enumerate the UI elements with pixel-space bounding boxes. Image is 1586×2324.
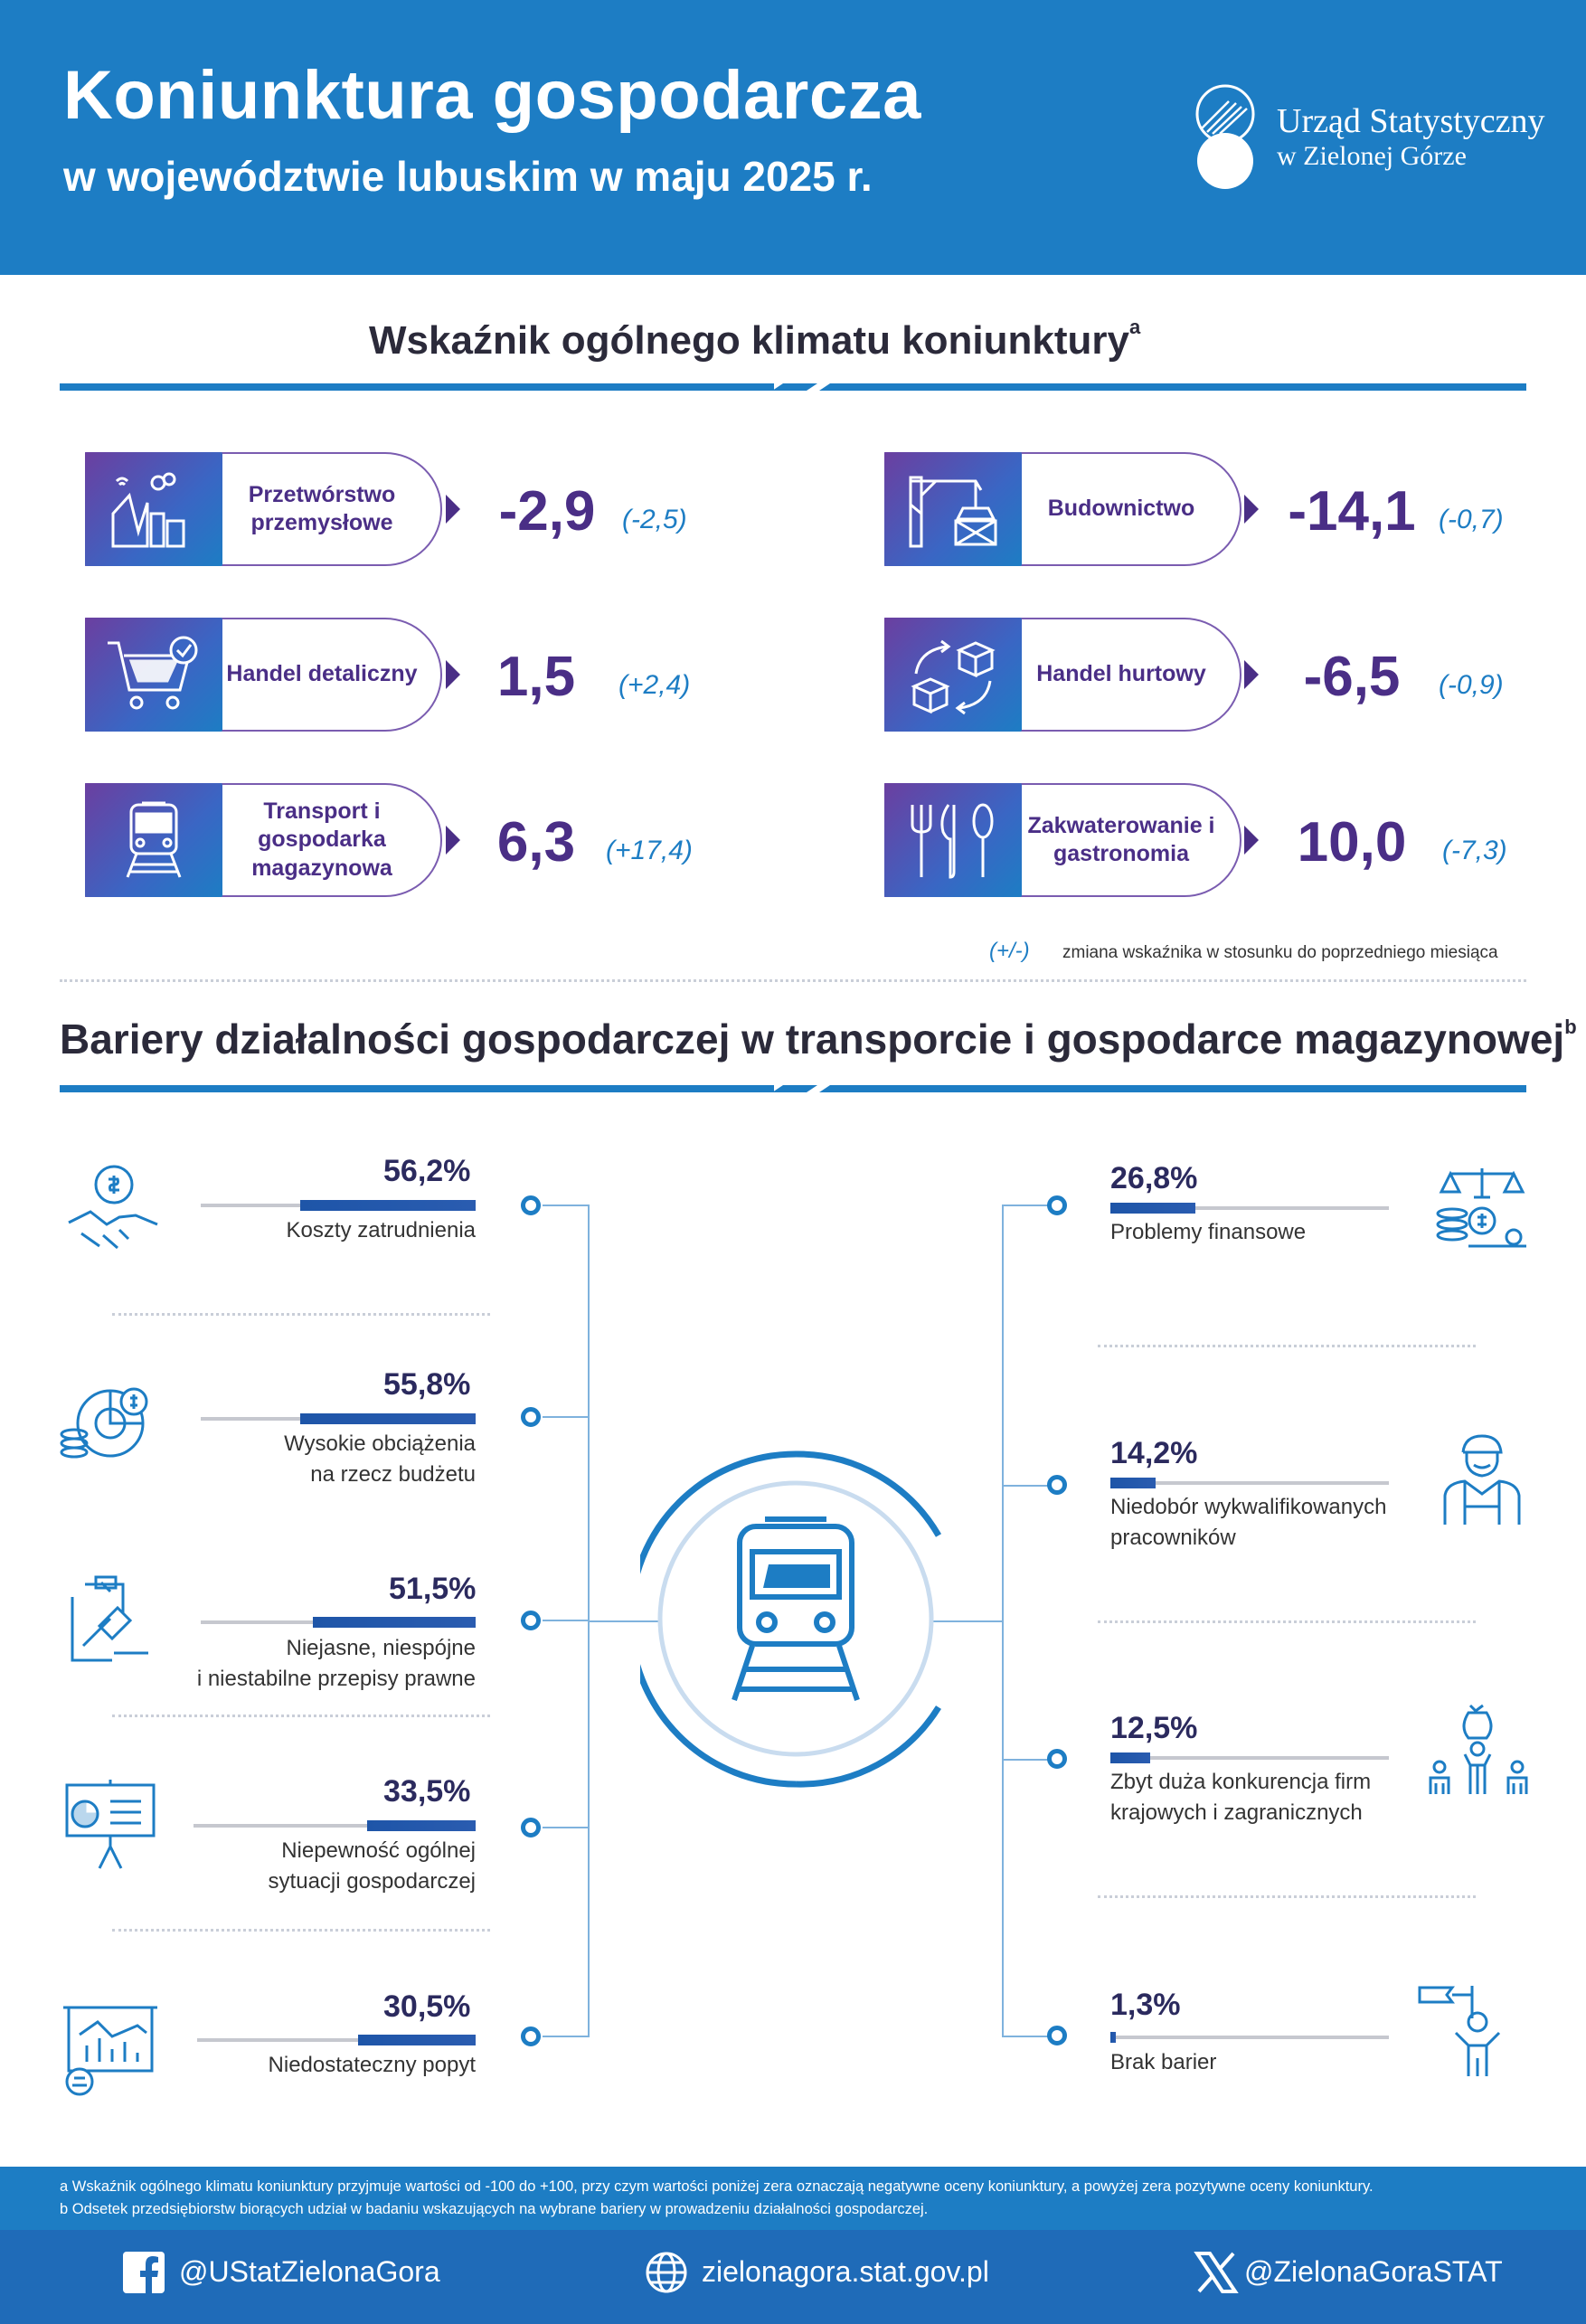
connector-node xyxy=(1047,1195,1067,1215)
barrier-percent: 14,2% xyxy=(1110,1436,1198,1470)
indicator-value: -6,5 xyxy=(1303,646,1401,708)
label-line: Niepewność ogólnej xyxy=(281,1838,476,1863)
indicator-card-wholesale xyxy=(884,618,1241,732)
x-logo-icon[interactable] xyxy=(1194,2250,1239,2295)
barrier-percent: 1,3% xyxy=(1110,1988,1181,2022)
separator xyxy=(112,1313,490,1316)
barrier-bar xyxy=(1110,2032,1116,2043)
shopping-cart-icon xyxy=(104,634,203,715)
barrier-percent: 56,2% xyxy=(383,1154,471,1188)
barrier-label xyxy=(197,1633,476,1694)
label-line: Koszty zatrudnienia xyxy=(286,1218,476,1242)
scales-coins-icon xyxy=(1432,1161,1532,1261)
train-icon-box xyxy=(85,783,222,897)
barrier-percent: 51,5% xyxy=(389,1572,477,1606)
connector-node xyxy=(521,1818,541,1837)
card-label: Budownictwo xyxy=(1047,496,1195,522)
climate-section-title xyxy=(369,318,1140,364)
boxes-exchange-icon-box xyxy=(884,618,1022,732)
legend-text: zmiana wskaźnika w stosunku do poprzedniego miesiąca xyxy=(1062,943,1498,962)
website-link[interactable]: zielonagora.stat.gov.pl xyxy=(702,2255,989,2288)
connector-node xyxy=(521,1195,541,1215)
factory-icon-box xyxy=(85,452,222,566)
barrier-bar xyxy=(300,1200,476,1211)
label-line: Niedostateczny popyt xyxy=(268,2053,476,2077)
barrier-bar xyxy=(300,1413,476,1424)
barrier-label xyxy=(1110,1217,1306,1248)
connector-node xyxy=(521,1611,541,1630)
barriers-section-title xyxy=(60,1015,1577,1063)
footnote-a: a Wskaźnik ogólnego klimatu koniunktury przyjmuje wartości od -100 do +100, przy czym wartości poniżej zera oznaczają negatywne oceny koniunktury, a powyżej zera pozytywne oceny koniunktury. xyxy=(60,2178,1374,2195)
crane-icon xyxy=(903,468,1003,550)
footer xyxy=(0,2230,1586,2324)
presentation-board-icon xyxy=(63,1778,163,1877)
cutlery-icon-box xyxy=(884,783,1022,897)
left-connector-branch xyxy=(543,2036,590,2037)
label-line: Wysokie obciążenia xyxy=(284,1431,476,1456)
label-line: sytuacji gospodarczej xyxy=(268,1868,476,1894)
globe-icon[interactable] xyxy=(644,2250,689,2295)
indicator-card-construction xyxy=(884,452,1241,566)
indicator-card-retail xyxy=(85,618,442,732)
facebook-link[interactable]: @UStatZielonaGora xyxy=(179,2255,440,2288)
barrier-bar xyxy=(1110,1203,1195,1214)
right-connector-branch xyxy=(1002,1485,1049,1487)
crane-icon-box xyxy=(884,452,1022,566)
connector-node xyxy=(521,2026,541,2046)
barrier-label xyxy=(287,1215,476,1246)
barrier-percent: 55,8% xyxy=(383,1367,471,1402)
section-separator xyxy=(60,979,1526,982)
indicator-change: (+2,4) xyxy=(618,670,691,700)
statistics-office-logo-icon xyxy=(1189,83,1261,192)
barrier-percent: 30,5% xyxy=(383,1989,471,2024)
label-line: Niejasne, niespójne xyxy=(286,1636,476,1660)
facebook-icon[interactable] xyxy=(121,2250,166,2295)
connector-node xyxy=(521,1407,541,1427)
left-connector-branch xyxy=(543,1620,590,1621)
declining-chart-icon xyxy=(60,1998,159,2098)
org-name: Urząd Statystyczny xyxy=(1277,102,1545,140)
connector-node xyxy=(1047,2026,1067,2045)
right-connector-branch xyxy=(1002,2036,1049,2037)
label-line: Zbyt duża konkurencja firm xyxy=(1110,1770,1372,1794)
separator xyxy=(1098,1345,1476,1347)
indicator-change: (-7,3) xyxy=(1442,836,1507,865)
card-label: Zakwaterowanie i gastronomia xyxy=(1027,812,1215,866)
footnote-b: b Odsetek przedsiębiorstw biorących udział w badaniu wskazujących na wybrane bariery w prowadzeniu działalności gospodarczej. xyxy=(60,2200,929,2217)
gavel-document-icon xyxy=(58,1572,157,1671)
connector-node xyxy=(1047,1749,1067,1769)
barrier-bar xyxy=(358,2035,476,2045)
label-line: Problemy finansowe xyxy=(1110,1220,1307,1244)
separator xyxy=(112,1715,490,1717)
barrier-bar xyxy=(313,1617,476,1628)
section-divider xyxy=(60,1076,1526,1101)
barrier-track xyxy=(1110,1756,1389,1760)
card-label: Transport i gospodarka magazynowa xyxy=(251,798,392,881)
climate-title-text: Wskaźnik ogólnego klimatu koniunktury xyxy=(369,318,1129,363)
label-line: Niedobór wykwalifikowanych xyxy=(1110,1495,1387,1519)
indicator-value: 1,5 xyxy=(496,646,576,708)
footnote-mark-b: b xyxy=(1564,1015,1577,1038)
barrier-label xyxy=(284,1429,476,1489)
indicator-card-transport xyxy=(85,783,442,897)
legend-symbol: (+/-) xyxy=(989,939,1030,963)
factory-icon xyxy=(104,468,203,550)
competition-icon xyxy=(1423,1700,1537,1800)
handshake-money-icon xyxy=(63,1159,163,1259)
card-label: Handel detaliczny xyxy=(226,661,418,687)
arrow-icon xyxy=(446,495,460,524)
separator xyxy=(1098,1895,1476,1898)
barrier-label xyxy=(1110,1492,1386,1553)
barrier-percent: 26,8% xyxy=(1110,1161,1198,1195)
label-line: i niestabilne przepisy prawne xyxy=(196,1666,476,1691)
indicator-card-accommodation xyxy=(884,783,1241,897)
label-line: na rzecz budżetu xyxy=(310,1461,476,1487)
barrier-label xyxy=(269,2050,476,2081)
barrier-percent: 12,5% xyxy=(1110,1711,1198,1745)
header-banner xyxy=(0,0,1586,275)
label-line: krajowych i zagranicznych xyxy=(1110,1800,1363,1825)
footnote-mark-a: a xyxy=(1128,316,1141,339)
indicator-card-manufacturing xyxy=(85,452,442,566)
connector-node xyxy=(1047,1475,1067,1495)
indicator-value: -2,9 xyxy=(498,480,596,543)
left-connector-branch xyxy=(543,1205,590,1206)
arrow-icon xyxy=(1244,826,1259,855)
org-city: w Zielonej Górze xyxy=(1277,141,1467,171)
x-link[interactable]: @ZielonaGoraSTAT xyxy=(1244,2255,1503,2288)
label-line: pracowników xyxy=(1110,1525,1236,1550)
section-divider xyxy=(60,374,1526,400)
barrier-bar xyxy=(1110,1478,1156,1488)
train-icon xyxy=(104,799,203,881)
indicator-change: (-0,9) xyxy=(1439,670,1504,700)
page-title: Koniunktura gospodarcza xyxy=(63,57,921,134)
page-subtitle: w województwie lubuskim w maju 2025 r. xyxy=(63,153,873,200)
left-connector-branch xyxy=(543,1827,590,1828)
separator xyxy=(1098,1620,1476,1623)
card-label: Handel hurtowy xyxy=(1036,661,1206,687)
indicator-change: (+17,4) xyxy=(606,836,693,865)
right-connector-branch xyxy=(1002,1759,1049,1761)
label-line: Brak barier xyxy=(1110,2050,1217,2074)
arrow-icon xyxy=(1244,495,1259,524)
separator xyxy=(112,1929,490,1932)
center-train-hub-icon xyxy=(640,1436,951,1802)
left-connector-branch xyxy=(543,1416,590,1418)
barrier-percent: 33,5% xyxy=(383,1774,471,1809)
indicator-value: 10,0 xyxy=(1297,811,1407,874)
indicator-value: -14,1 xyxy=(1288,480,1416,543)
boxes-exchange-icon xyxy=(903,634,1003,715)
footnotes xyxy=(0,2167,1586,2230)
barrier-bar xyxy=(367,1820,476,1831)
coins-chart-icon xyxy=(54,1375,154,1474)
barriers-title-text: Bariery działalności gospodarczej w transporcie i gospodarce magazynowej xyxy=(60,1016,1565,1063)
worker-icon xyxy=(1432,1431,1532,1530)
arrow-icon xyxy=(1244,660,1259,689)
cutlery-icon xyxy=(903,799,1003,881)
person-flag-icon xyxy=(1411,1982,1510,2082)
indicator-change: (-0,7) xyxy=(1439,505,1504,534)
shopping-cart-icon-box xyxy=(85,618,222,732)
card-label: Przetwórstwo przemysłowe xyxy=(248,481,396,535)
right-connector-branch xyxy=(1002,1205,1049,1206)
barrier-track xyxy=(1110,2036,1389,2039)
barrier-bar xyxy=(1110,1752,1150,1763)
barrier-label xyxy=(1110,1767,1371,1828)
barrier-label xyxy=(1110,2047,1216,2078)
indicator-value: 6,3 xyxy=(496,811,576,874)
barrier-label xyxy=(269,1836,476,1896)
indicator-change: (-2,5) xyxy=(622,505,687,534)
